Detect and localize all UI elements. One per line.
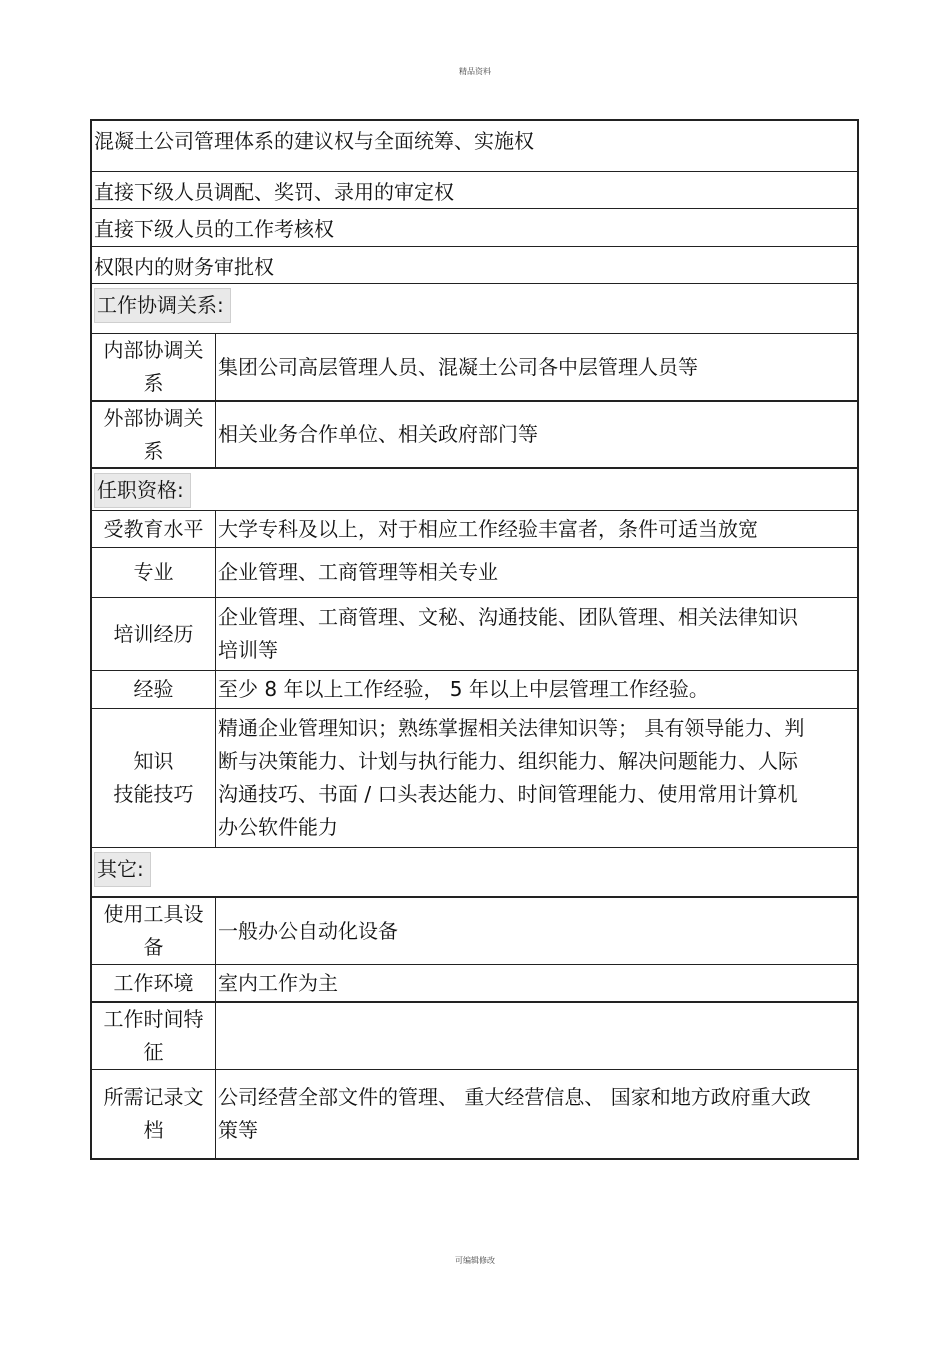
authority-row (92, 172, 857, 209)
records-value: 公司经营全部文件的管理、 重大经营信息、 国家和地方政府重大政 策等 (218, 1085, 811, 1142)
authority-item: 直接下级人员的工作考核权 (94, 217, 334, 241)
internal-coordination-value: 集团公司高层管理人员、混凝土公司各中层管理人员等 (218, 354, 698, 379)
internal-coordination-row (92, 334, 857, 402)
header-note: 精品资料 (459, 67, 491, 76)
training-value: 企业管理、工商管理、文秘、沟通技能、团队管理、相关法律知识 培训等 (218, 605, 798, 662)
work-time-label: 工作时间特 征 (92, 1003, 216, 1069)
education-row (92, 511, 857, 548)
section-title-other: 其它: (94, 852, 151, 887)
footer-note: 可编辑修改 (455, 1256, 495, 1265)
authority-item: 直接下级人员调配、奖罚、录用的审定权 (94, 180, 454, 204)
section-title-coordination: 工作协调关系: (94, 288, 231, 323)
tools-value: 一般办公自动化设备 (218, 918, 398, 943)
work-time-value (216, 1003, 857, 1069)
section-header-row (92, 469, 857, 511)
major-label: 专业 (92, 548, 216, 597)
section-title-qualifications: 任职资格: (94, 473, 191, 508)
work-time-row (92, 1003, 857, 1070)
authority-row (92, 121, 857, 172)
training-label: 培训经历 (92, 598, 216, 670)
skills-label: 知识 技能技巧 (92, 709, 216, 847)
environment-row (92, 965, 857, 1003)
experience-row (92, 671, 857, 709)
authority-row (92, 247, 857, 284)
major-value: 企业管理、工商管理等相关专业 (218, 560, 498, 584)
authority-item: 权限内的财务审批权 (94, 255, 274, 279)
job-description-table (90, 119, 859, 1160)
education-value: 大学专科及以上，对于相应工作经验丰富者，条件可适当放宽 (218, 516, 758, 541)
external-coordination-label: 外部协调关 系 (92, 402, 216, 467)
tools-row (92, 898, 857, 965)
internal-coordination-label: 内部协调关 系 (92, 334, 216, 400)
records-row (92, 1070, 857, 1160)
section-header-row (92, 848, 857, 898)
authority-item: 混凝土公司管理体系的建议权与全面统筹、实施权 (94, 129, 534, 153)
section-header-row (92, 284, 857, 334)
training-row (92, 598, 857, 671)
experience-value: 至少 8 年以上工作经验， 5 年以上中层管理工作经验。 (218, 677, 709, 701)
education-label: 受教育水平 (92, 511, 216, 547)
external-coordination-row (92, 402, 857, 469)
external-coordination-value: 相关业务合作单位、相关政府部门等 (218, 422, 538, 446)
experience-label: 经验 (92, 671, 216, 708)
records-label: 所需记录文 档 (92, 1070, 216, 1158)
environment-label: 工作环境 (92, 965, 216, 1001)
skills-row (92, 709, 857, 848)
environment-value: 室内工作为主 (218, 970, 338, 995)
authority-row (92, 209, 857, 247)
major-row (92, 548, 857, 598)
skills-value: 精通企业管理知识；熟练掌握相关法律知识等； 具有领导能力、判 断与决策能力、计划与执行能力、组织能力、解决问题能力、人际 沟通技巧、书面 / 口头表达能力、时间管理能力、使用常用计算机 办公软件能力 (218, 716, 805, 839)
tools-label: 使用工具设 备 (92, 898, 216, 964)
